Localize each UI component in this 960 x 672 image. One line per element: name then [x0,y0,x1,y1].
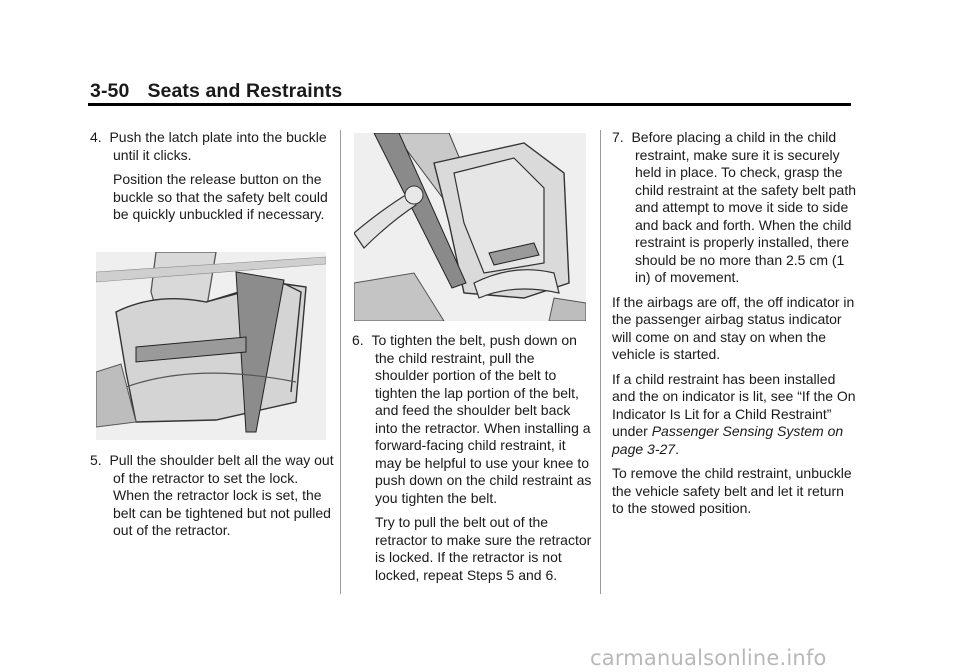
belt-illustration-2 [354,133,586,321]
airbag-on-text: If a child restraint has been installed and the on indicator is lit, see “If the On Indicator Is Lit for a Child Restraint” under [612,370,856,439]
step-7-text: Before placing a child in the child restraint, make sure it is securely held in place. To check, grasp the child restraint at the safety belt path and attempt to move it side to side and back and forth. When the child restraint is properly installed, there should be no more than 2.5 cm (1 in) of movement. [631,129,857,285]
remove-restraint-paragraph: To remove the child restraint, unbuckle the vehicle safety belt and let it return to the stowed position. [612,465,852,516]
step-6-note: Try to pull the belt out of the retractor to make sure the retractor is locked. If the retractor is not locked, repeat Steps 5 and 6. [375,514,592,583]
column-1 [90,129,330,231]
airbag-off-paragraph: If the airbags are off, the off indicator in the passenger airbag status indicator will come on and stay on when the vehicle is started. [612,293,855,362]
airbag-on-paragraph [612,371,858,459]
step-6 [352,332,592,507]
step-7 [612,129,858,287]
column-3 [612,129,858,525]
column-2 [352,332,592,591]
watermark: carmanualsonline.info [590,646,827,670]
column-1-lower [90,452,335,547]
step-4-number: 4. [90,129,102,145]
page-number: 3-50 [90,80,130,102]
seat-belt-figure-icon [96,252,326,440]
step-5-number: 5. [90,452,102,468]
step-5-text: Pull the shoulder belt all the way out of the retractor to set the lock. When the retractor lock is set, the belt can be tightened but not pulled out of the retractor. [109,452,334,538]
belt-illustration-1 [96,252,326,440]
step-4 [90,129,330,164]
cross-reference-link[interactable]: Passenger Sensing System on page 3-27 [612,423,844,457]
step-6-text: To tighten the belt, push down on the child restraint, pull the shoulder portion of the belt to tighten the lap portion of the belt, and feed the shoulder belt back into the retractor. When installing a forward-facing child restraint, it may be helpful to use your knee to push down on the child restraint as you tighten the belt. [371,332,592,506]
step-7-number: 7. [612,129,624,145]
child-seat-figure-icon [354,133,586,321]
step-4-text: Push the latch plate into the buckle until it clicks. [109,129,327,163]
column-divider-1 [340,130,341,594]
column-divider-2 [600,130,601,594]
airbag-on-text-end: . [675,440,679,457]
page-header [90,80,342,103]
header-rule [88,103,851,106]
step-5 [90,452,335,540]
section-title: Seats and Restraints [147,80,343,102]
step-4-note: Position the release button on the buckle so that the safety belt could be quickly unbuckled if necessary. [113,171,328,222]
step-6-number: 6. [352,332,364,348]
